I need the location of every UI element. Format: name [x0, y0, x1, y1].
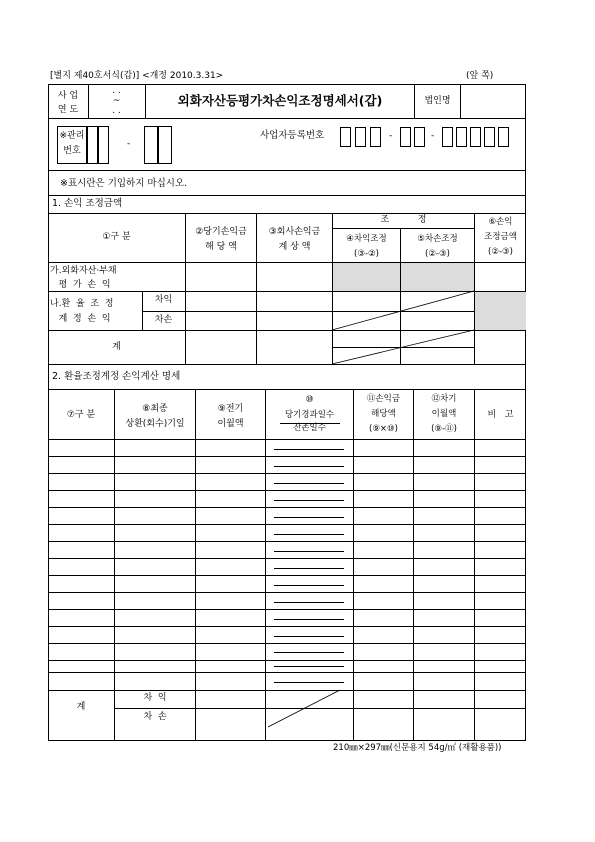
col7-header: ⑦구 분: [66, 410, 96, 420]
paper-spec-footer: 210㎜×297㎜(신문용지 54g/㎡ (재활용품)): [333, 743, 502, 753]
shaded-cells-ga: [332, 262, 474, 291]
biz-reg-box[interactable]: [400, 127, 411, 147]
row-na-gain-label: 차익: [154, 295, 173, 305]
corp-name-value[interactable]: [461, 85, 525, 117]
biz-reg-box[interactable]: [484, 127, 495, 147]
col10-bottom: 잔존일수: [293, 423, 326, 433]
col10-number: ⑩: [305, 395, 314, 405]
col6-header: ⑥손익 조정금액 (②-③): [484, 217, 517, 257]
biz-reg-box[interactable]: [456, 127, 467, 147]
biz-reg-dash: -: [431, 131, 435, 141]
mgmt-number-box-1[interactable]: [87, 126, 98, 164]
section2-total-loss: 차 손: [143, 712, 167, 722]
form-number: [별지 제40호서식(갑)] <개정 2010.3.31>: [50, 71, 224, 81]
section2-heading: 2. 환율조정계정 손익계산 명세: [52, 371, 181, 382]
col4-header: ④차익조정 (③-②): [346, 234, 387, 259]
notice-text: ※표시란은 기입하지 마십시오.: [60, 178, 188, 189]
biz-reg-label: 사업자등록번호: [260, 130, 325, 141]
col11-header: ⑪손익금 해당액 (⑨×⑩): [366, 394, 401, 434]
mgmt-number-label: ※관리 번호: [59, 131, 85, 156]
page-side-label: (앞 쪽): [466, 71, 494, 81]
mgmt-number-dash: -: [127, 139, 131, 149]
section1-heading: 1. 손익 조정금액: [52, 198, 123, 209]
col3-header: ③회사손익금 계 상 액: [268, 227, 321, 252]
col2-header: ②당기손익금 해 당 액: [195, 227, 247, 252]
col10-top: 당기경과일수: [284, 410, 335, 420]
row-na-label: 나.환 율 조 정 계 정 손 익: [50, 299, 114, 324]
section2-total-label: 계: [76, 702, 86, 712]
row-na-loss-label: 차손: [154, 315, 173, 325]
period-start: . .: [112, 86, 121, 96]
biz-reg-box[interactable]: [370, 127, 381, 147]
biz-reg-box[interactable]: [340, 127, 351, 147]
col5-header: ⑤차손조정 (②-③): [417, 234, 458, 259]
period-end: . .: [112, 106, 121, 116]
col13-header: 비 고: [487, 410, 514, 420]
biz-reg-box[interactable]: [355, 127, 366, 147]
biz-reg-box[interactable]: [414, 127, 425, 147]
section2-total-gain: 차 익: [143, 693, 167, 703]
biz-reg-box[interactable]: [470, 127, 481, 147]
document-title: 외화자산등평가차손익조정명세서(갑): [177, 93, 383, 108]
biz-reg-box[interactable]: [498, 127, 509, 147]
mgmt-number-box-2[interactable]: [98, 126, 109, 164]
row-ga-label: 가.외화자산·부채 평 가 손 익: [50, 266, 117, 290]
business-year-label: 사 업 연 도: [57, 91, 79, 115]
mgmt-number-box-4[interactable]: [158, 126, 172, 164]
shaded-cell-na-col6: [474, 292, 526, 330]
corp-name-label: 법인명: [424, 96, 451, 106]
col9-header: ⑨전기 이월액: [217, 404, 244, 429]
section1-total-label: 계: [112, 342, 121, 352]
mgmt-number-box-3[interactable]: [144, 126, 158, 164]
col12-header: ⑫차기 이월액 (⑨-⑪): [431, 394, 457, 434]
col1-header: ①구 분: [102, 232, 131, 242]
biz-reg-box[interactable]: [442, 127, 453, 147]
adjust-group-header: 조 정: [380, 215, 427, 225]
period-tilde: ~: [112, 96, 121, 106]
biz-reg-dash: -: [389, 131, 393, 141]
col8-header: ⑧최종 상환(회수)기일: [125, 404, 185, 429]
